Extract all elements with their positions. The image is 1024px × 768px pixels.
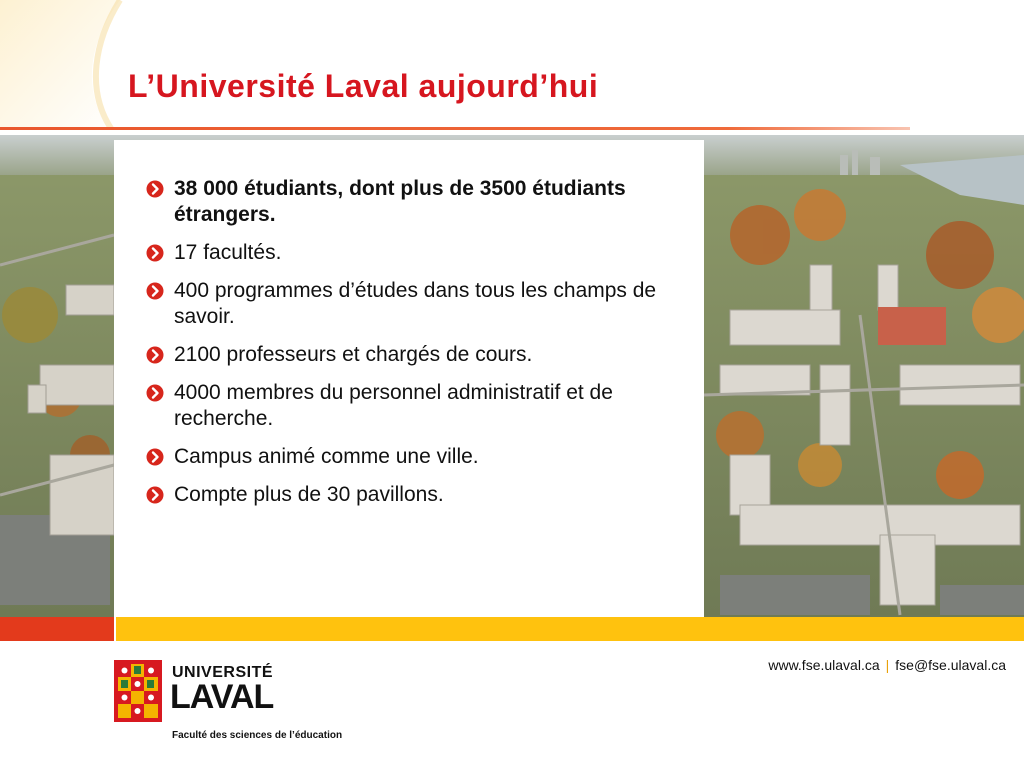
- email-link[interactable]: fse@fse.ulaval.ca: [895, 657, 1006, 673]
- chevron-bullet-icon: [146, 244, 164, 262]
- bullet-item: [146, 444, 666, 470]
- logo-universite: UNIVERSITÉ: [172, 664, 274, 681]
- bullet-text: 2100 professeurs et chargés de cours.: [174, 343, 533, 366]
- slide-title: L’Université Laval aujourd’hui: [128, 68, 599, 104]
- footer-stripe-red: [0, 617, 114, 641]
- bullet-text: 4000 membres du personnel administratif et de recherche.: [174, 381, 613, 430]
- university-crest-logo: [114, 660, 162, 722]
- chevron-bullet-icon: [146, 346, 164, 364]
- website-link[interactable]: www.fse.ulaval.ca: [768, 657, 880, 673]
- bullet-item: [146, 240, 666, 266]
- decorative-swoosh: [0, 0, 260, 130]
- bullet-text: 38 000 étudiants, dont plus de 3500 étudiants étrangers.: [174, 177, 626, 226]
- content-panel: [114, 140, 704, 618]
- footer-stripe-yellow: [116, 617, 1024, 641]
- logo-laval: LAVAL: [170, 678, 274, 716]
- chevron-bullet-icon: [146, 448, 164, 466]
- chevron-bullet-icon: [146, 180, 164, 198]
- bullet-text: Campus animé comme une ville.: [174, 445, 479, 468]
- contact-info: [768, 657, 1006, 673]
- bullet-list: [146, 176, 666, 520]
- title-underline: [0, 127, 910, 130]
- bullet-text: Compte plus de 30 pavillons.: [174, 483, 444, 506]
- faculty-name: Faculté des sciences de l’éducation: [172, 730, 343, 741]
- chevron-bullet-icon: [146, 282, 164, 300]
- bullet-text: 17 facultés.: [174, 241, 282, 264]
- bullet-item: [146, 278, 666, 330]
- bullet-item: [146, 176, 666, 228]
- bullet-item: [146, 380, 666, 432]
- bullet-item: [146, 342, 666, 368]
- bullet-item: [146, 482, 666, 508]
- chevron-bullet-icon: [146, 486, 164, 504]
- chevron-bullet-icon: [146, 384, 164, 402]
- contact-separator: |: [885, 657, 890, 673]
- bullet-text: 400 programmes d’études dans tous les champs de savoir.: [174, 279, 657, 328]
